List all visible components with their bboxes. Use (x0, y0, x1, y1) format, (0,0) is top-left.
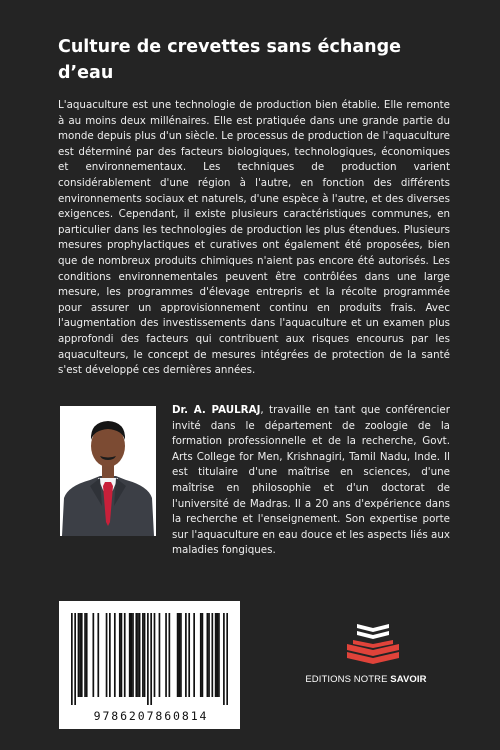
barcode-bar (129, 613, 131, 697)
barcode-bar (119, 613, 121, 697)
barcode-bar (193, 613, 195, 697)
publisher-prefix: EDITIONS NOTRE (305, 674, 388, 685)
barcode-bar (78, 613, 80, 697)
barcode-bar (223, 613, 225, 705)
barcode-bar (74, 613, 76, 705)
barcode-bar (150, 613, 152, 705)
barcode-bar (202, 613, 204, 697)
isbn-barcode (59, 601, 240, 729)
barcode-bar (142, 613, 144, 697)
publisher-suffix: SAVOIR (390, 674, 427, 685)
barcode-bar (216, 613, 218, 697)
barcode-bar (185, 613, 187, 697)
book-stack-icon (343, 620, 403, 668)
book-title: Culture de crevettes sans échange d’eau (58, 37, 402, 83)
barcode-bar (114, 613, 116, 697)
author-bio-text: , travaille en tant que conférencier invité dans le département de zoologie de la formation professionnelle et de la recherche, Govt. Arts College for Men, Krishnagiri, Tamil Nadu, Inde. Il est titulaire d'une maîtrise en sciences, d'une maîtrise en philosophie et d'un doctorat de l'université de Madras. Il a 20 ans d'expérience dans la recherche et l'enseignement. Son expertise porte sur l'aquaculture en eau douce et les aspects liés aux maladies fongiques. (172, 404, 450, 557)
barcode-bar (159, 613, 161, 697)
barcode-bar (177, 613, 179, 697)
barcode-bar (200, 613, 202, 697)
barcode-bar (81, 613, 83, 697)
barcode-bar (178, 613, 180, 697)
barcode-bar (71, 613, 73, 705)
barcode-bar (144, 613, 146, 697)
barcode-bar (132, 613, 134, 697)
barcode-bar (180, 613, 182, 697)
barcode-bar (218, 613, 220, 697)
barcode-bar (226, 613, 228, 705)
book-description: L'aquaculture est une technologie de production bien établie. Elle remonte à au moins deux millénaires. Elle est pratiquée dans une grande partie du monde depuis plus d'un siècle. Le processus de production de l'aquaculture est déterminé par des facteurs biologiques, technologiques, économiques et environnementaux. Les techniques de production varient considérablement d'une région à l'autre, en fonction des différents environnements sociaux et naturels, d'une espèce à l'autre, et des diverses exigences. Cependant, il existe plusieurs caractéristiques communes, en particulier dans les technologies de production les plus étendues. Plusieurs mesures prophylactiques et curatives ont également été proposées, bien que de nombreux produits chimiques n'aient pas encore été autorisés. Les conditions environnementales peuvent être contrôlées dans une large mesure, les programmes d'élevage entrepris et la récolte programmée pour assurer un approvisionnement continu en produits frais. Avec l'augmentation des investissements dans l'aquaculture et un examen plus approfondi des facteurs qui contribuent aux risques encourus par les aquaculteurs, le concept de mesures intégrées de protection de la santé s'est développé ces dernières années. (58, 99, 450, 377)
author-bio (172, 403, 450, 559)
barcode-bar (215, 613, 217, 697)
barcode-bar (169, 613, 171, 697)
barcode-bar (92, 613, 94, 697)
barcode-bar (154, 613, 156, 697)
author-name: Dr. A. PAULRAJ (172, 404, 261, 416)
author-photo (60, 406, 156, 536)
barcode-bar (207, 613, 209, 697)
barcode-bar (124, 613, 126, 697)
barcode-bar (211, 613, 213, 697)
barcode-bar (137, 613, 139, 697)
barcode-bar (208, 613, 210, 697)
barcode-bar (139, 613, 141, 697)
barcode-bar (147, 613, 149, 705)
isbn-digits: 9786207860814 (93, 709, 209, 723)
barcode-bar (106, 613, 108, 697)
barcode-bars (71, 613, 228, 705)
barcode-bar (84, 613, 86, 697)
barcode-bar (79, 613, 81, 697)
barcode-bar (109, 613, 111, 697)
barcode-bar (130, 613, 132, 697)
barcode-bar (97, 613, 99, 697)
barcode-bar (165, 613, 167, 697)
barcode-bar (188, 613, 190, 697)
barcode-bar (135, 613, 137, 697)
publisher-logo (318, 620, 428, 668)
barcode-bar (86, 613, 88, 697)
barcode-bar (121, 613, 123, 697)
publisher-name (300, 674, 432, 685)
